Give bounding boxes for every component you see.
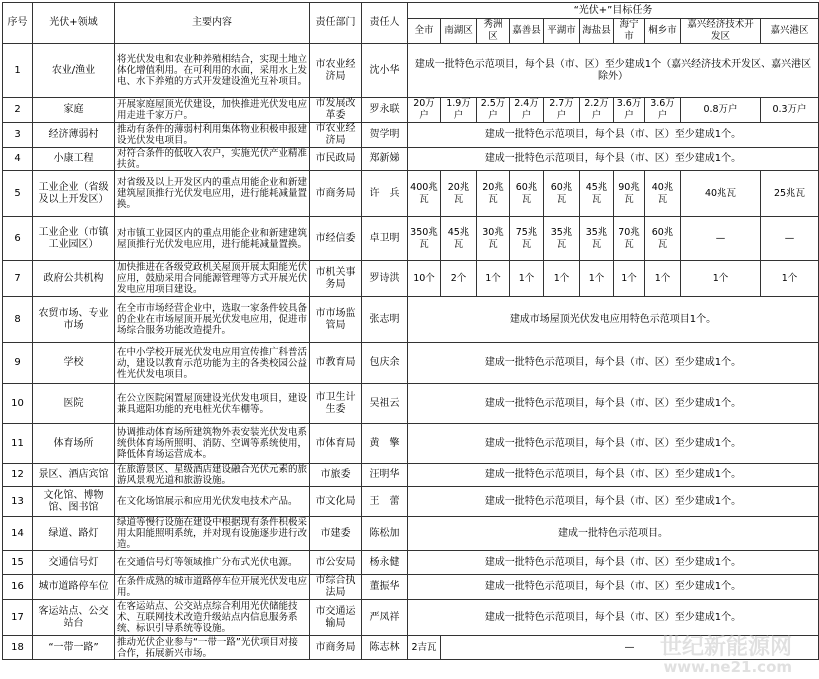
- row-content: 绿道等慢行设施在建设中根据现有条件积极采用太阳能照明系统，并对现有设施逐步进行改造。: [115, 517, 310, 551]
- table-row: [3, 261, 819, 297]
- row-no: 12: [3, 464, 33, 487]
- row-no: 18: [3, 636, 33, 660]
- row-field: 小康工程: [33, 148, 115, 171]
- row-target-cell: 0.8万户: [681, 98, 761, 123]
- row-target-cell: 2.5万户: [477, 98, 510, 123]
- row-content: 推动光伏企业参与“一带一路”光伏项目对接合作，拓展新兴市场。: [115, 636, 310, 660]
- row-target-cell: 75兆瓦: [510, 217, 544, 261]
- row-person: 包庆余: [362, 343, 408, 384]
- row-target-cell: —: [681, 217, 761, 261]
- row-target-span: 建成一批特色示范项目，每个县（市、区）至少建成1个。: [408, 464, 819, 487]
- row-field: “一带一路”: [33, 636, 115, 660]
- row-target-cell: 30兆瓦: [477, 217, 510, 261]
- row-content: 对符合条件的低收入农户，实施光伏产业精准扶贫。: [115, 148, 310, 171]
- table-row: [3, 343, 819, 384]
- row-content: 在文化场馆展示和应用光伏发电技术产品。: [115, 487, 310, 517]
- header-region: 秀洲区: [477, 19, 510, 44]
- row-person: 罗诗洪: [362, 261, 408, 297]
- row-no: 9: [3, 343, 33, 384]
- row-no: 5: [3, 171, 33, 217]
- row-no: 2: [3, 98, 33, 123]
- row-content: 在交通信号灯等领域推广分布式光伏电源。: [115, 551, 310, 575]
- row-target-cell: 0.3万户: [761, 98, 819, 123]
- row-target-cell: 45兆瓦: [580, 171, 614, 217]
- target-task-table: [2, 2, 819, 660]
- row-field: 农贸市场、专业市场: [33, 297, 115, 343]
- table-row: [3, 123, 819, 148]
- row-no: 3: [3, 123, 33, 148]
- row-no: 7: [3, 261, 33, 297]
- table-row: [3, 517, 819, 551]
- row-content: 开展家庭屋顶光伏建设，加快推进光伏发电应用走进千家万户。: [115, 98, 310, 123]
- table-row: [3, 575, 819, 600]
- row-field: 景区、酒店宾馆: [33, 464, 115, 487]
- row-target-span: 建成一批特色示范项目，每个县（市、区）至少建成1个。: [408, 343, 819, 384]
- table-row: [3, 424, 819, 464]
- row-target-span: 建成一批特色示范项目，每个县（市、区）至少建成1个。: [408, 148, 819, 171]
- row-target-cell: 1个: [510, 261, 544, 297]
- row-dept: 市建委: [310, 517, 362, 551]
- watermark-title: 世纪新能源网: [659, 635, 792, 660]
- row-target-cell: 2.7万户: [544, 98, 580, 123]
- row-target-cell: 1个: [477, 261, 510, 297]
- row-target-cell: 1个: [544, 261, 580, 297]
- row-target-cell: 90兆瓦: [614, 171, 645, 217]
- row-person: 罗永联: [362, 98, 408, 123]
- header-content: 主要内容: [115, 3, 310, 44]
- table-row: [3, 217, 819, 261]
- row-target-cell: 1.9万户: [441, 98, 477, 123]
- row-dept: 市农业经济局: [310, 44, 362, 98]
- row-field: 经济薄弱村: [33, 123, 115, 148]
- row-no: 13: [3, 487, 33, 517]
- row-person: 吴祖云: [362, 384, 408, 424]
- row-target-cell: 1个: [645, 261, 681, 297]
- table-row: [3, 464, 819, 487]
- row-target-cell: 3.6万户: [614, 98, 645, 123]
- row-field: 农业/渔业: [33, 44, 115, 98]
- row-no: 15: [3, 551, 33, 575]
- row-field: 医院: [33, 384, 115, 424]
- header-targets: “光伏+”目标任务: [408, 3, 819, 19]
- row-target-span: 建成一批特色示范项目，每个县（市、区）至少建成1个。: [408, 424, 819, 464]
- row-target-span: 建成市场屋顶光伏发电应用特色示范项目1个。: [408, 297, 819, 343]
- row-person: 许 兵: [362, 171, 408, 217]
- row-target-cell: 1个: [761, 261, 819, 297]
- row-no: 11: [3, 424, 33, 464]
- table-row: [3, 384, 819, 424]
- row-dept: 市发展改革委: [310, 98, 362, 123]
- row-dept: 市交通运输局: [310, 600, 362, 636]
- row-target-cell: —: [761, 217, 819, 261]
- row-target-span: 建成一批特色示范项目，每个县（市、区）至少建成1个。: [408, 575, 819, 600]
- row-field: 政府公共机构: [33, 261, 115, 297]
- row-person: 沈小华: [362, 44, 408, 98]
- row-target-cell: 35兆瓦: [544, 217, 580, 261]
- header-region: 海盐县: [580, 19, 614, 44]
- row-field: 交通信号灯: [33, 551, 115, 575]
- row-person: 陈志林: [362, 636, 408, 660]
- table-row: [3, 98, 819, 123]
- header-region: 嘉兴经济技术开发区: [681, 19, 761, 44]
- watermark-url: www.ne21.com: [663, 658, 792, 676]
- table-row: [3, 551, 819, 575]
- row-dept: 市商务局: [310, 171, 362, 217]
- row-field: 工业企业（市镇工业园区）: [33, 217, 115, 261]
- row-person: 卓卫明: [362, 217, 408, 261]
- row-target-cell: 1个: [580, 261, 614, 297]
- row-target-cell: 35兆瓦: [580, 217, 614, 261]
- row-dept: 市体育局: [310, 424, 362, 464]
- row-no: 8: [3, 297, 33, 343]
- row-content: 在公立医院闲置屋顶建设光伏发电项目，建设兼具遮阳功能的充电桩光伏车棚等。: [115, 384, 310, 424]
- watermark: [660, 637, 792, 675]
- row-target-cell: 20兆瓦: [477, 171, 510, 217]
- row-person: 严凤祥: [362, 600, 408, 636]
- row-target-cell: 10个: [408, 261, 441, 297]
- row-target-cell: 70兆瓦: [614, 217, 645, 261]
- row-target-cell: 60兆瓦: [544, 171, 580, 217]
- row-target-cell: 20兆瓦: [441, 171, 477, 217]
- row-target-cell: 45兆瓦: [441, 217, 477, 261]
- row-dept: 市教育局: [310, 343, 362, 384]
- header-person: 责任人: [362, 3, 408, 44]
- row-person: 董振华: [362, 575, 408, 600]
- header-region: 南湖区: [441, 19, 477, 44]
- table-row: [3, 487, 819, 517]
- row-person: 郑新娣: [362, 148, 408, 171]
- row-field: 文化馆、博物馆、图书馆: [33, 487, 115, 517]
- row-content: 加快推进在各级党政机关屋顶开展太阳能光伏应用，鼓励采用合同能源管理等方式开展光伏发电应用项目建设。: [115, 261, 310, 297]
- row-field: 客运站点、公交站台: [33, 600, 115, 636]
- row-field: 学校: [33, 343, 115, 384]
- row-target-cell: 2.2万户: [580, 98, 614, 123]
- row-content: 在客运站点、公交站点综合利用光伏储能技术、互联网技术改造升级站点内信息服务系统、标识引导系统等设施。: [115, 600, 310, 636]
- row-target-cell: 60兆瓦: [645, 217, 681, 261]
- row-target-span: 建成一批特色示范项目，每个县（市、区）至少建成1个。: [408, 384, 819, 424]
- table-body: [3, 44, 819, 660]
- header-no: 序号: [3, 3, 33, 44]
- row-field: 体育场所: [33, 424, 115, 464]
- row-dept: 市商务局: [310, 636, 362, 660]
- row-dept: 市机关事务局: [310, 261, 362, 297]
- row-target-cell: 25兆瓦: [761, 171, 819, 217]
- table-row: [3, 297, 819, 343]
- row-no: 10: [3, 384, 33, 424]
- row-no: 14: [3, 517, 33, 551]
- row-person: 张志明: [362, 297, 408, 343]
- row-target-cell: 40兆瓦: [645, 171, 681, 217]
- row-person: 贺学明: [362, 123, 408, 148]
- header-field: 光伏+领域: [33, 3, 115, 44]
- row-dept: 市民政局: [310, 148, 362, 171]
- row-no: 6: [3, 217, 33, 261]
- row-target-span: 建成一批特色示范项目，每个县（市、区）至少建成1个（嘉兴经济技术开发区、嘉兴港区除外）: [408, 44, 819, 98]
- row-target-cell: 350兆瓦: [408, 217, 441, 261]
- row-dept: 市旅委: [310, 464, 362, 487]
- row-person: 王 蕾: [362, 487, 408, 517]
- header-row-1: [3, 3, 819, 19]
- row-target-cell: 2个: [441, 261, 477, 297]
- row-dept: 市经信委: [310, 217, 362, 261]
- header-region: 海宁市: [614, 19, 645, 44]
- header-region: 嘉兴港区: [761, 19, 819, 44]
- table-row: [3, 600, 819, 636]
- row-person: 黄 擎: [362, 424, 408, 464]
- header-region: 桐乡市: [645, 19, 681, 44]
- row-no: 1: [3, 44, 33, 98]
- row-target-span: —: [441, 636, 819, 660]
- table-row: [3, 148, 819, 171]
- row-target-cell: 1个: [614, 261, 645, 297]
- table-row: [3, 44, 819, 98]
- header-region: 平湖市: [544, 19, 580, 44]
- table-row: [3, 171, 819, 217]
- row-target-cell: 40兆瓦: [681, 171, 761, 217]
- row-dept: 市农业经济局: [310, 123, 362, 148]
- row-dept: 市文化局: [310, 487, 362, 517]
- row-field: 家庭: [33, 98, 115, 123]
- row-no: 4: [3, 148, 33, 171]
- row-field: 城市道路停车位: [33, 575, 115, 600]
- row-target-cell: 3.6万户: [645, 98, 681, 123]
- row-person: 杨永健: [362, 551, 408, 575]
- row-person: 汪明华: [362, 464, 408, 487]
- row-field: 工业企业（省级及以上开发区）: [33, 171, 115, 217]
- row-target-span: 建成一批特色示范项目，每个县（市、区）至少建成1个。: [408, 551, 819, 575]
- header-region: 嘉善县: [510, 19, 544, 44]
- row-target-cell: 2吉瓦: [408, 636, 441, 660]
- row-no: 17: [3, 600, 33, 636]
- header-dept: 责任部门: [310, 3, 362, 44]
- row-content: 在条件成熟的城市道路停车位开展光伏发电应用。: [115, 575, 310, 600]
- row-target-cell: 2.4万户: [510, 98, 544, 123]
- row-content: 将光伏发电和农业种养殖相结合，实现土地立体化增值利用。在可利用的水面，采用水上发电、水下养殖的方式开发建设渔光互补项目。: [115, 44, 310, 98]
- row-no: 16: [3, 575, 33, 600]
- row-content: 在全市市场经营企业中，选取一家条件较具备的企业在市场屋顶开展光伏发电应用，促进市场综合服务功能改造提升。: [115, 297, 310, 343]
- row-target-span: 建成一批特色示范项目，每个县（市、区）至少建成1个。: [408, 487, 819, 517]
- row-dept: 市卫生计生委: [310, 384, 362, 424]
- header-region: 全市: [408, 19, 441, 44]
- row-target-cell: 1个: [681, 261, 761, 297]
- row-dept: 市市场监管局: [310, 297, 362, 343]
- row-target-cell: 20万户: [408, 98, 441, 123]
- row-content: 对市镇工业园区内的重点用能企业和新建建筑屋顶推行光伏发电应用，进行能耗减量置换。: [115, 217, 310, 261]
- row-person: 陈松加: [362, 517, 408, 551]
- row-content: 在中小学校开展光伏发电应用宣传推广科普活动，建设以教育示范功能为主的各类校园公益性光伏发电项目。: [115, 343, 310, 384]
- row-content: 推动有条件的薄弱村利用集体物业积极申报建设光伏发电项目。: [115, 123, 310, 148]
- row-target-span: 建成一批特色示范项目，每个县（市、区）至少建成1个。: [408, 600, 819, 636]
- row-content: 协调推动体育场所建筑物外表安装光伏发电系统供体育场所照明、消防、空调等系统使用，降低体育场运营成本。: [115, 424, 310, 464]
- row-dept: 市公安局: [310, 551, 362, 575]
- row-target-cell: 60兆瓦: [510, 171, 544, 217]
- row-target-span: 建成一批特色示范项目，每个县（市、区）至少建成1个。: [408, 123, 819, 148]
- row-target-span: 建成一批特色示范项目。: [408, 517, 819, 551]
- row-content: 对省级及以上开发区内的重点用能企业和新建建筑屋顶推行光伏发电应用，进行能耗减量置换。: [115, 171, 310, 217]
- row-content: 在旅游景区、星级酒店建设融合光伏元素的旅游风景观光道和旅游设施。: [115, 464, 310, 487]
- row-dept: 市综合执法局: [310, 575, 362, 600]
- row-field: 绿道、路灯: [33, 517, 115, 551]
- row-target-cell: 400兆瓦: [408, 171, 441, 217]
